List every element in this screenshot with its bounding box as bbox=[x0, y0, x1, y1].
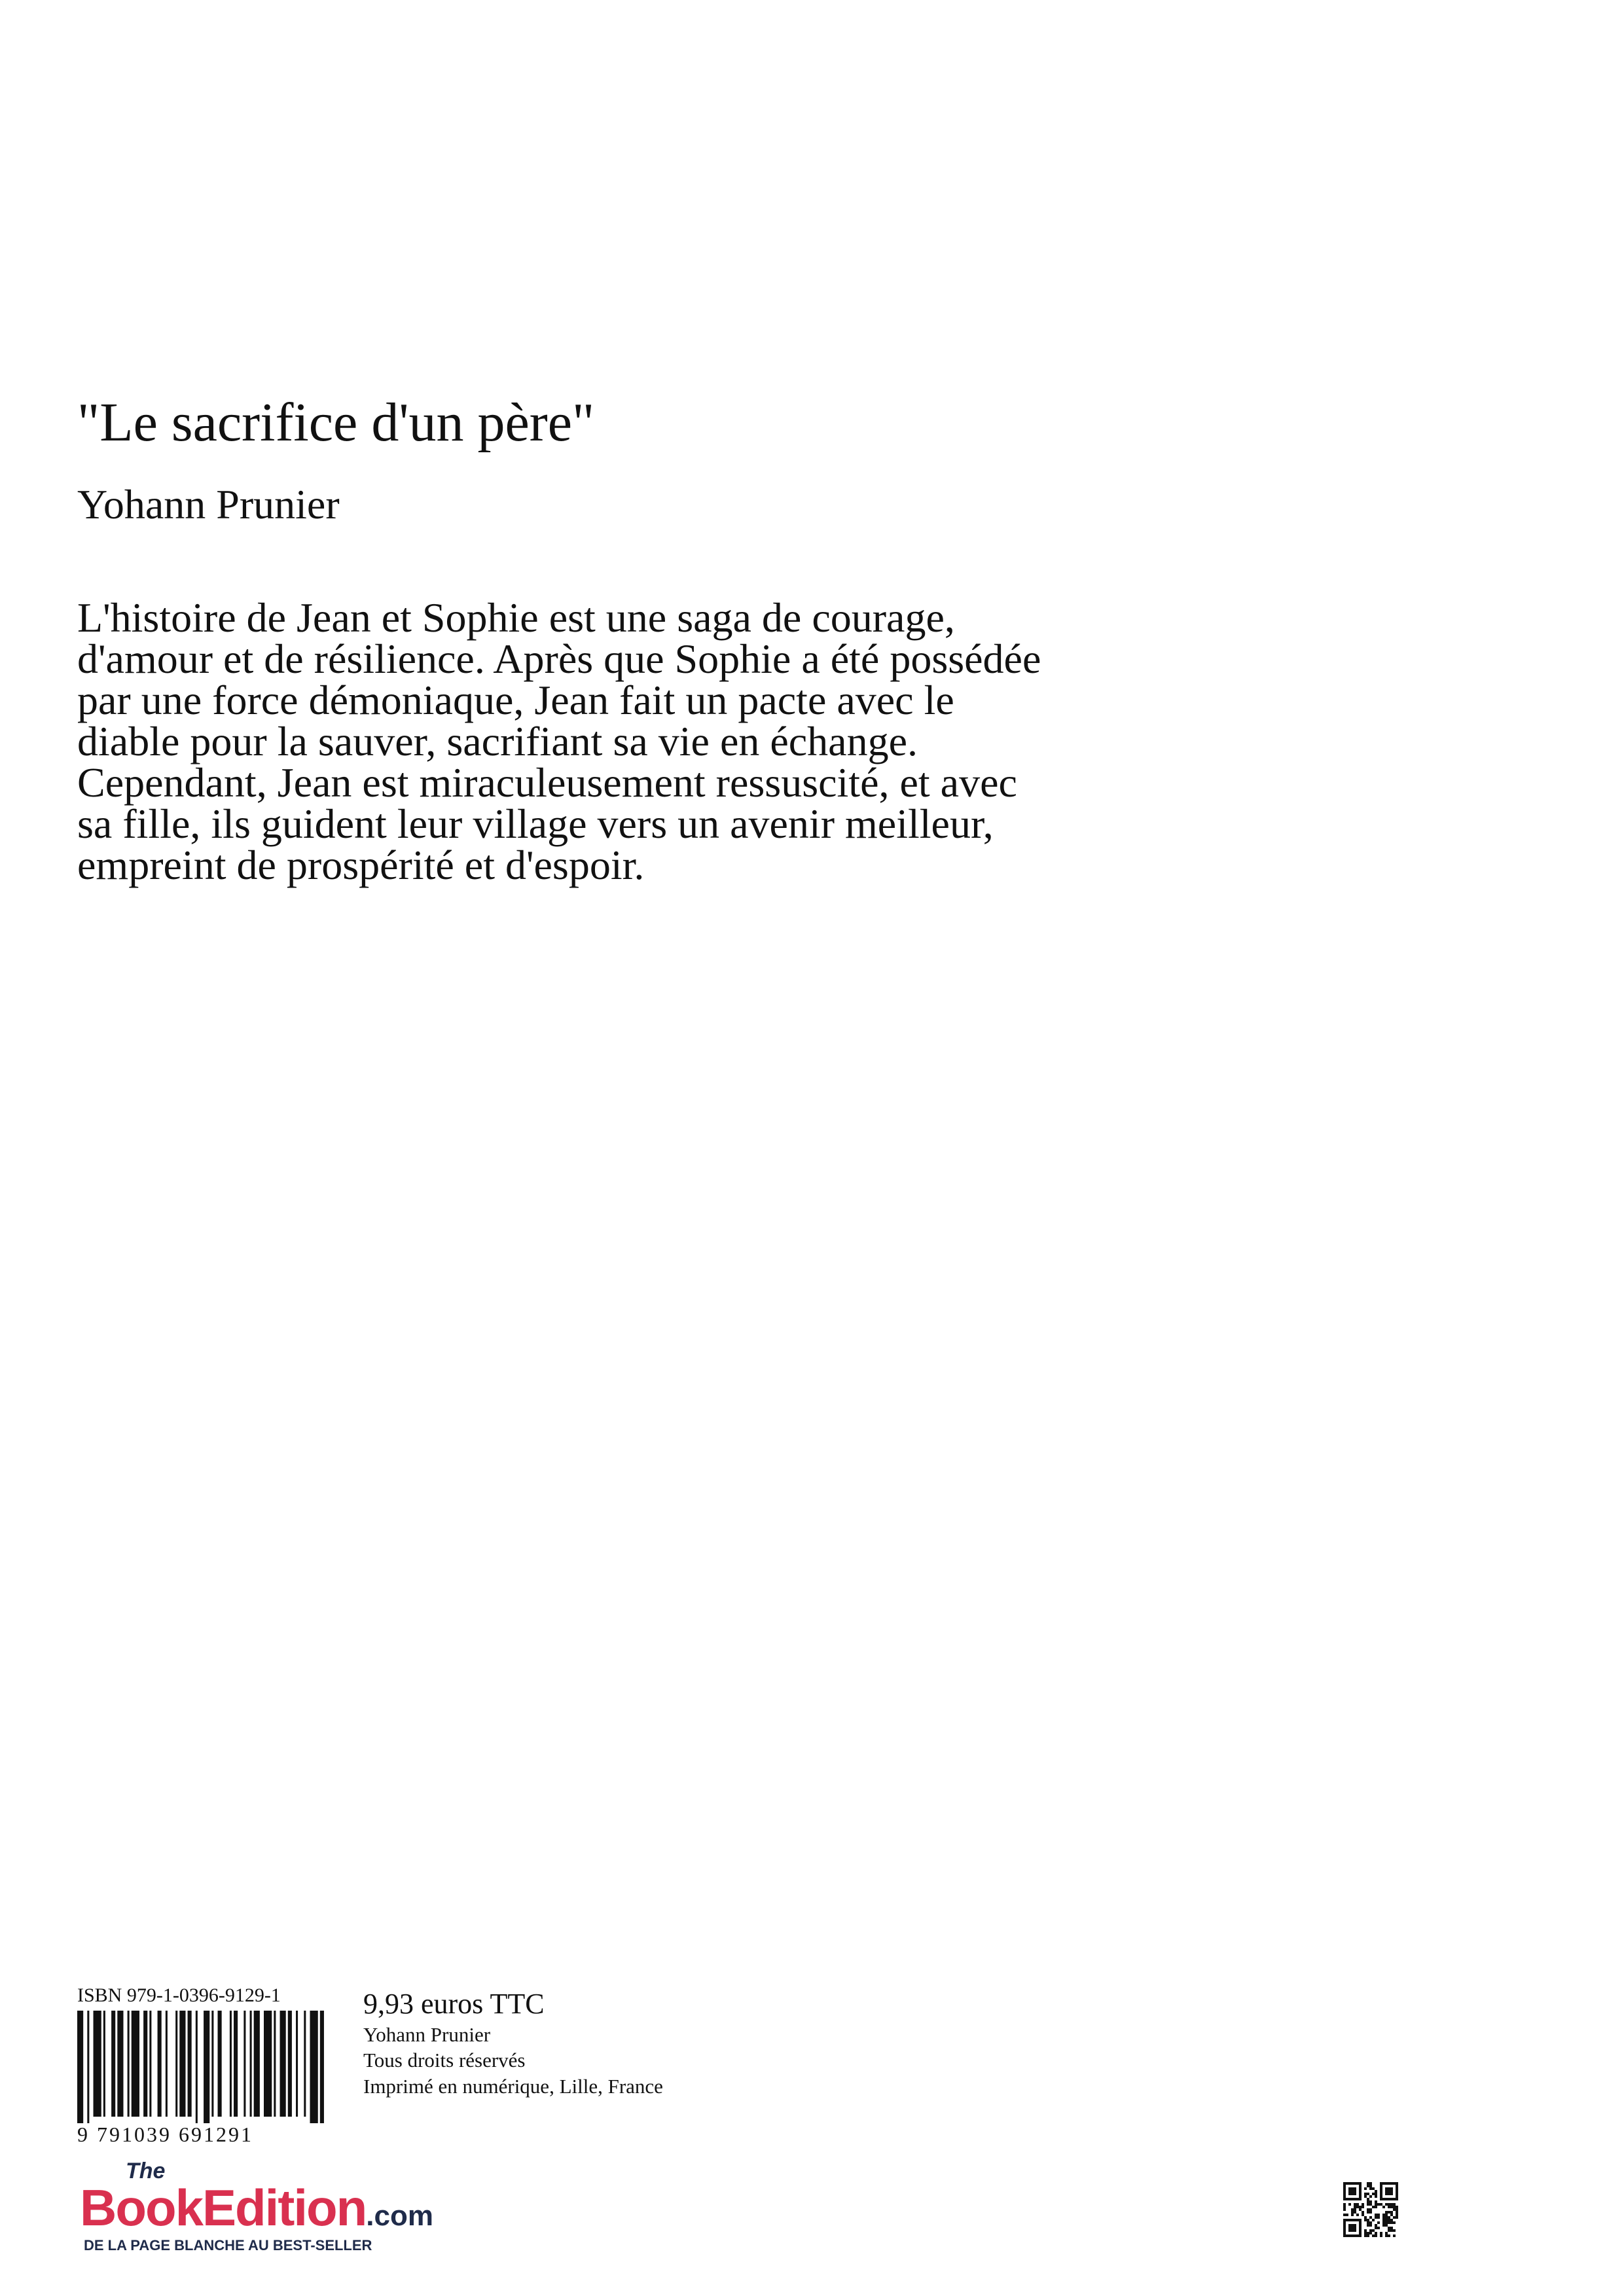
qr-module bbox=[1393, 2234, 1396, 2237]
qr-module bbox=[1385, 2224, 1388, 2227]
qr-module bbox=[1364, 2195, 1367, 2198]
qr-module bbox=[1364, 2216, 1367, 2219]
book-title: "Le sacrifice d'un père" bbox=[77, 392, 595, 453]
qr-module bbox=[1367, 2193, 1369, 2195]
qr-module bbox=[1372, 2187, 1375, 2190]
qr-module bbox=[1388, 2219, 1390, 2221]
qr-module bbox=[1396, 2214, 1398, 2216]
qr-module bbox=[1393, 2208, 1396, 2211]
qr-module bbox=[1354, 2206, 1356, 2208]
qr-module bbox=[1396, 2211, 1398, 2214]
barcode-bar bbox=[196, 2011, 198, 2123]
qr-module bbox=[1369, 2221, 1372, 2224]
qr-module bbox=[1393, 2203, 1396, 2206]
logo-name: BookEdition bbox=[80, 2179, 367, 2236]
qr-module bbox=[1362, 2206, 1364, 2208]
qr-module bbox=[1348, 2187, 1356, 2195]
qr-module bbox=[1356, 2203, 1359, 2206]
qr-module bbox=[1354, 2203, 1356, 2206]
barcode-bar bbox=[132, 2011, 139, 2117]
qr-module bbox=[1348, 2224, 1356, 2232]
author-credit: Yohann Prunier bbox=[363, 2022, 491, 2046]
qr-module bbox=[1367, 2211, 1369, 2214]
price: 9,93 euros TTC bbox=[363, 1988, 545, 2020]
qr-module bbox=[1380, 2234, 1382, 2237]
qr-module bbox=[1385, 2221, 1388, 2224]
barcode-bar bbox=[111, 2011, 115, 2117]
qr-module bbox=[1385, 2219, 1388, 2221]
barcode-bar bbox=[149, 2011, 151, 2117]
print-location: Imprimé en numérique, Lille, France bbox=[363, 2075, 663, 2098]
qr-module bbox=[1343, 2203, 1346, 2206]
logo-wordmark bbox=[80, 2178, 433, 2238]
qr-module bbox=[1382, 2214, 1385, 2216]
qr-module bbox=[1390, 2206, 1393, 2208]
qr-module bbox=[1396, 2208, 1398, 2211]
qr-module bbox=[1369, 2203, 1372, 2206]
qr-module bbox=[1382, 2219, 1385, 2221]
qr-module bbox=[1393, 2216, 1396, 2219]
qr-module bbox=[1369, 2187, 1372, 2190]
blurb-line: par une force démoniaque, Jean fait un pacte avec le bbox=[77, 677, 954, 723]
qr-module bbox=[1375, 2234, 1377, 2237]
barcode-bar bbox=[320, 2011, 324, 2123]
qr-module bbox=[1388, 2229, 1390, 2232]
qr-module bbox=[1356, 2214, 1359, 2216]
qr-module bbox=[1362, 2214, 1364, 2216]
qr-module bbox=[1385, 2203, 1388, 2206]
qr-module bbox=[1375, 2195, 1377, 2198]
barcode-bar bbox=[211, 2011, 213, 2117]
barcode-bar bbox=[288, 2011, 292, 2117]
qr-module bbox=[1382, 2216, 1385, 2219]
qr-module bbox=[1382, 2206, 1385, 2208]
qr-module bbox=[1388, 2216, 1390, 2219]
barcode-bar bbox=[179, 2011, 185, 2117]
qr-module bbox=[1393, 2206, 1396, 2208]
qr-module bbox=[1380, 2203, 1382, 2206]
barcode-bar bbox=[250, 2011, 252, 2117]
qr-module bbox=[1393, 2229, 1396, 2232]
qr-module bbox=[1369, 2216, 1372, 2219]
qr-module bbox=[1367, 2224, 1369, 2227]
qr-module bbox=[1364, 2232, 1367, 2234]
qr-module bbox=[1390, 2229, 1393, 2232]
logo-suffix: .com bbox=[366, 2200, 433, 2232]
qr-module bbox=[1369, 2224, 1372, 2227]
qr-module bbox=[1351, 2214, 1354, 2216]
qr-module bbox=[1375, 2227, 1377, 2229]
qr-module bbox=[1375, 2193, 1377, 2195]
barcode-bar bbox=[166, 2011, 168, 2117]
qr-module bbox=[1380, 2232, 1382, 2234]
qr-module bbox=[1367, 2221, 1369, 2224]
barcode-bar bbox=[188, 2011, 192, 2117]
qr-module bbox=[1388, 2203, 1390, 2206]
qr-module bbox=[1375, 2232, 1377, 2234]
qr-module bbox=[1372, 2219, 1375, 2221]
qr-module bbox=[1362, 2211, 1364, 2214]
logo-tagline: DE LA PAGE BLANCHE AU BEST-SELLER bbox=[84, 2237, 372, 2253]
publishing-info bbox=[363, 1987, 663, 2100]
qr-module bbox=[1367, 2182, 1369, 2185]
qr-module bbox=[1351, 2208, 1354, 2211]
qr-module bbox=[1367, 2198, 1369, 2200]
logo-the: The bbox=[126, 2159, 166, 2183]
barcode-bar bbox=[264, 2011, 272, 2117]
qr-module bbox=[1362, 2203, 1364, 2206]
qr-module bbox=[1390, 2203, 1393, 2206]
qr-module bbox=[1372, 2229, 1375, 2232]
rights-notice: Tous droits réservés bbox=[363, 2049, 526, 2072]
qr-module bbox=[1367, 2234, 1369, 2237]
barcode-bar bbox=[244, 2011, 245, 2117]
qr-module bbox=[1377, 2214, 1380, 2216]
qr-module bbox=[1377, 2216, 1380, 2219]
blurb-line: diable pour la sauver, sacrifiant sa vie en échange. bbox=[77, 718, 918, 764]
barcode-digits: 9 791039 691291 bbox=[77, 2123, 253, 2146]
qr-module bbox=[1375, 2224, 1377, 2227]
qr-module bbox=[1367, 2185, 1369, 2187]
qr-module bbox=[1369, 2182, 1372, 2185]
barcode-bar bbox=[274, 2011, 276, 2117]
qr-module bbox=[1388, 2211, 1390, 2214]
qr-module bbox=[1388, 2234, 1390, 2237]
qr-module bbox=[1364, 2187, 1367, 2190]
qr-module bbox=[1343, 2206, 1346, 2208]
qr-module bbox=[1359, 2206, 1362, 2208]
qr-module bbox=[1369, 2211, 1372, 2214]
blurb-line: empreint de prospérité et d'espoir. bbox=[77, 842, 645, 888]
qr-module bbox=[1375, 2206, 1377, 2208]
qr-module bbox=[1385, 2232, 1388, 2234]
qr-module bbox=[1375, 2200, 1377, 2203]
qr-module bbox=[1385, 2214, 1388, 2216]
blurb-line: L'histoire de Jean et Sophie est une saga de courage, bbox=[77, 594, 955, 641]
qr-module bbox=[1367, 2208, 1369, 2211]
qr-module bbox=[1364, 2234, 1367, 2237]
qr-module bbox=[1369, 2232, 1372, 2234]
barcode-bar bbox=[304, 2011, 306, 2117]
qr-module bbox=[1367, 2219, 1369, 2221]
qr-module bbox=[1377, 2221, 1380, 2224]
qr-module bbox=[1385, 2216, 1388, 2219]
qr-module bbox=[1369, 2229, 1372, 2232]
qr-module bbox=[1375, 2190, 1377, 2193]
qr-module bbox=[1369, 2195, 1372, 2198]
qr-module bbox=[1367, 2200, 1369, 2203]
back-cover-blurb bbox=[77, 594, 1255, 888]
qr-module bbox=[1382, 2224, 1385, 2227]
barcode-bar bbox=[230, 2011, 232, 2117]
qr-module bbox=[1375, 2203, 1377, 2206]
qr-module bbox=[1354, 2211, 1356, 2214]
qr-module bbox=[1364, 2193, 1367, 2195]
qr-module bbox=[1372, 2193, 1375, 2195]
qr-module bbox=[1396, 2216, 1398, 2219]
qr-module bbox=[1359, 2208, 1362, 2211]
qr-module bbox=[1348, 2203, 1351, 2206]
qr-module bbox=[1375, 2214, 1377, 2216]
isbn-label: ISBN 979-1-0396-9129-1 bbox=[77, 1984, 281, 2006]
qr-module bbox=[1372, 2206, 1375, 2208]
barcode-bar bbox=[218, 2011, 222, 2117]
barcode-bar bbox=[296, 2011, 298, 2117]
barcode-bar bbox=[128, 2011, 130, 2117]
barcode-bar bbox=[158, 2011, 162, 2117]
barcode-bar bbox=[94, 2011, 101, 2117]
book-author: Yohann Prunier bbox=[77, 481, 340, 528]
qr-module bbox=[1393, 2221, 1396, 2224]
qr-module bbox=[1390, 2221, 1393, 2224]
barcode-bar bbox=[143, 2011, 147, 2117]
qr-module bbox=[1388, 2206, 1390, 2208]
barcode-bar bbox=[117, 2011, 123, 2117]
qr-module bbox=[1356, 2206, 1359, 2208]
qr-module bbox=[1364, 2219, 1367, 2221]
blurb-line: Cependant, Jean est miraculeusement ressuscité, et avec bbox=[77, 759, 1017, 806]
barcode-bar bbox=[87, 2011, 89, 2123]
qr-module bbox=[1382, 2221, 1385, 2224]
qr-module bbox=[1343, 2214, 1346, 2216]
barcode-bar bbox=[254, 2011, 260, 2117]
barcode-bar bbox=[280, 2011, 286, 2117]
qr-module bbox=[1385, 2211, 1388, 2214]
qr-module bbox=[1390, 2211, 1393, 2214]
blurb-line: d'amour et de résilience. Après que Sophie a été possédée bbox=[77, 636, 1041, 682]
qr-module bbox=[1343, 2208, 1346, 2211]
qr-module bbox=[1385, 2234, 1388, 2237]
barcode-bar bbox=[204, 2011, 209, 2123]
qr-module bbox=[1388, 2221, 1390, 2224]
qr-module bbox=[1388, 2227, 1390, 2229]
qr-module bbox=[1351, 2211, 1354, 2214]
qr-module bbox=[1390, 2219, 1393, 2221]
qr-module bbox=[1369, 2185, 1372, 2187]
barcode-bar bbox=[77, 2011, 83, 2123]
qr-module bbox=[1396, 2206, 1398, 2208]
qr-module bbox=[1346, 2214, 1348, 2216]
barcode-bar bbox=[310, 2011, 317, 2123]
blurb-line: sa fille, ils guident leur village vers un avenir meilleur, bbox=[77, 800, 994, 847]
barcode-icon bbox=[77, 2011, 326, 2123]
qr-module bbox=[1377, 2203, 1380, 2206]
qr-module bbox=[1367, 2232, 1369, 2234]
qr-module bbox=[1364, 2229, 1367, 2232]
qr-code-icon bbox=[1343, 2182, 1398, 2237]
barcode-bar bbox=[175, 2011, 177, 2117]
qr-module bbox=[1377, 2227, 1380, 2229]
qr-module bbox=[1375, 2216, 1377, 2219]
qr-module bbox=[1390, 2214, 1393, 2216]
qr-module bbox=[1390, 2227, 1393, 2229]
barcode-bar bbox=[234, 2011, 238, 2117]
barcode-bar bbox=[103, 2011, 105, 2117]
qr-module bbox=[1369, 2200, 1372, 2203]
qr-module bbox=[1372, 2234, 1375, 2237]
qr-module bbox=[1354, 2208, 1356, 2211]
qr-module bbox=[1367, 2203, 1369, 2206]
qr-module bbox=[1385, 2187, 1393, 2195]
qr-module bbox=[1369, 2208, 1372, 2211]
